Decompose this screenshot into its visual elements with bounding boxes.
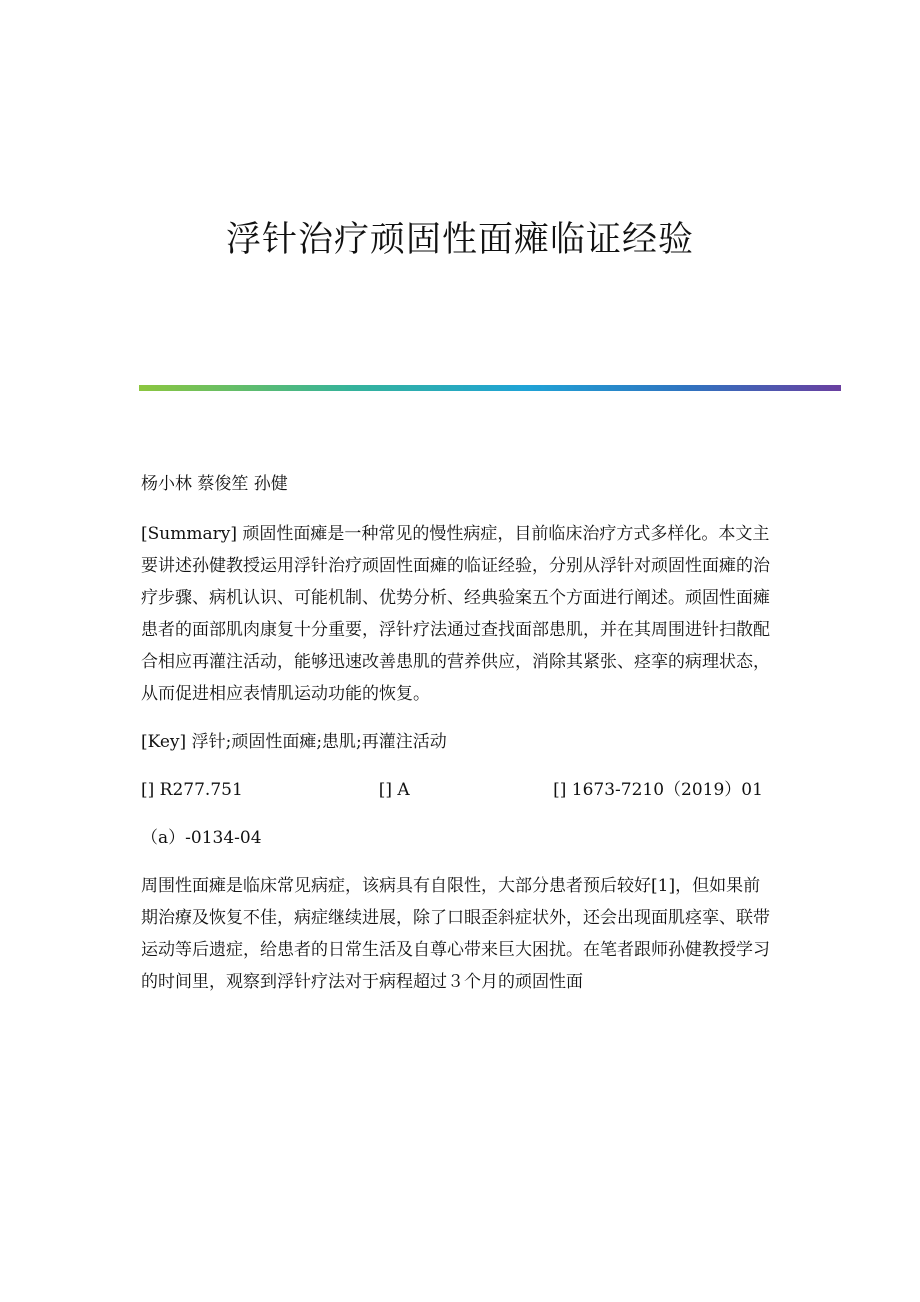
clc-number: [] R277.751 (141, 780, 243, 800)
paper-body (141, 468, 771, 1014)
authors: 杨小林 蔡俊笙 孙健 (141, 474, 288, 494)
summary (141, 518, 771, 710)
summary-text: 顽固性面瘫是一种常见的慢性病症，目前临床治疗方式多样化。本文主要讲述孙健教授运用浮针治疗顽固性面瘫的临证经验，分别从浮针对顽固性面瘫的治疗步骤、病机认识、可能机制、优势分析、经典验案五个方面进行阐述。顽固性面瘫患者的面部肌肉康复十分重要，浮针疗法通过查找面部患肌，并在其周围进针扫散配合相应再灌注活动，能够迅速改善患肌的营养供应，消除其紧张、痉挛的病理状态，从而促进相应表情肌运动功能的恢复。 (141, 524, 770, 704)
paper-title: 浮针治疗顽固性面瘫临证经验 (225, 220, 694, 260)
issn-number: [] 1673-7210（2019）01 (553, 780, 763, 800)
title-divider (139, 385, 841, 391)
keywords (141, 726, 771, 758)
keywords-label: [Key] (141, 732, 187, 752)
summary-label: [Summary] (141, 524, 237, 544)
body-paragraph: 周围性面瘫是临床常见病症，该病具有自限性，大部分患者预后较好[1]，但如果前期治療及恢复不佳，病症继续进展，除了口眼歪斜症状外，还会出现面肌痉挛、联带运动等后遗症，给患者的日常生活及自尊心带来巨大困扰。在笔者跟师孙健教授学习的时间里，观察到浮针疗法对于病程超过３个月的顽固性面 (141, 876, 770, 992)
classification-row (141, 774, 771, 806)
article-number: （a）-0134-04 (141, 828, 262, 848)
document-code: [] A (378, 780, 410, 800)
keywords-text: 浮针;顽固性面瘫;患肌;再灌注活动 (186, 732, 447, 752)
